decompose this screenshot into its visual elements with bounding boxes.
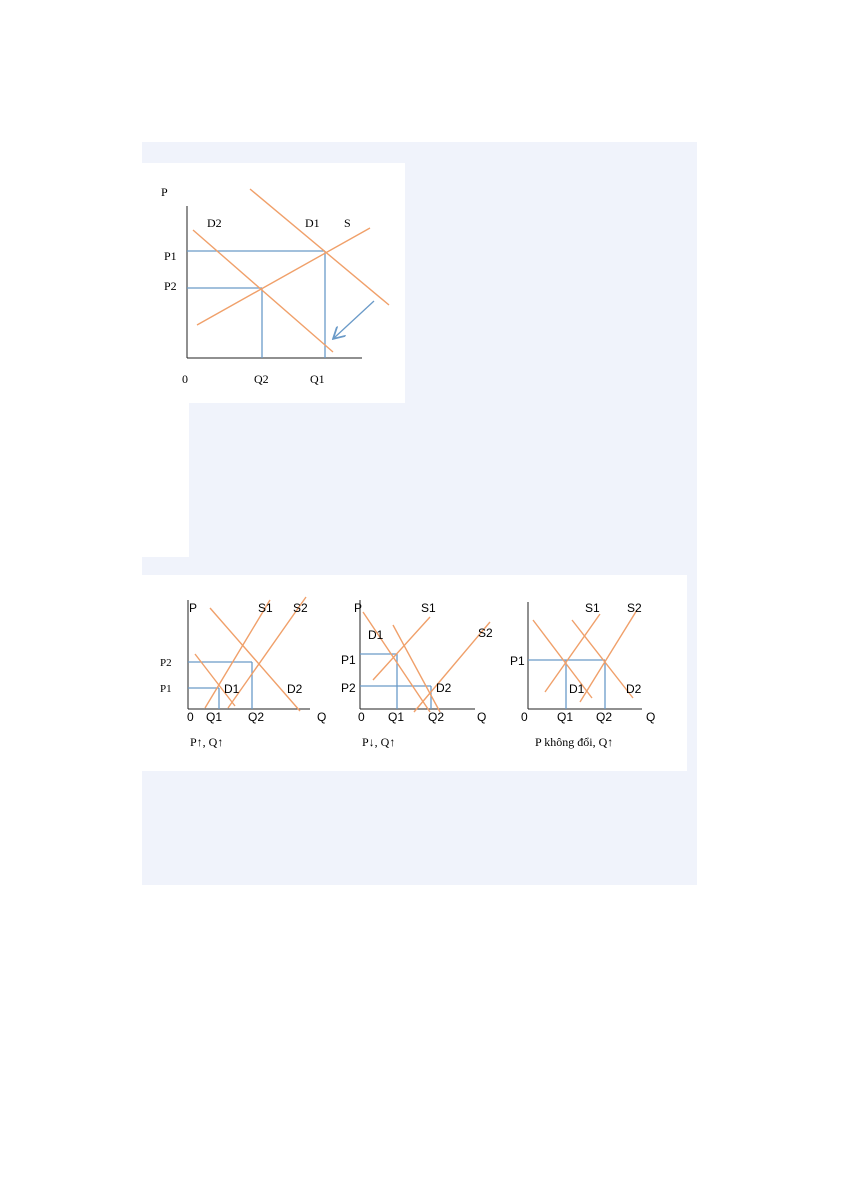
c-p1-label: P1 [510,654,525,668]
b-s2-label: S2 [478,626,493,640]
a-d2-label: D2 [287,682,303,696]
top-q2-label: Q2 [254,372,269,386]
a-s2-label: S2 [293,601,308,615]
top-demand-d2 [193,230,333,352]
a-caption: P↑, Q↑ [190,735,224,749]
c-q1-label: Q1 [557,710,574,724]
top-d1-label: D1 [305,216,320,230]
b-q2-label: Q2 [428,710,445,724]
a-p2-label: P2 [160,657,172,669]
top-diagram [161,185,389,386]
top-p2-label: P2 [164,279,177,293]
b-origin-label: 0 [358,710,365,724]
a-origin-label: 0 [187,710,194,724]
c-axis-q-label: Q [646,710,656,724]
c-d2-label: D2 [626,682,642,696]
b-s1-label: S1 [421,601,436,615]
c-s1-label: S1 [585,601,600,615]
top-s-label: S [344,216,351,230]
diagram-b [341,600,493,749]
c-caption: P không đổi, Q↑ [535,735,614,749]
top-p1-label: P1 [164,249,177,263]
c-supply-s1 [545,614,600,692]
a-q1-label: Q1 [206,710,223,724]
a-p1-label: P1 [160,683,172,695]
top-origin-label: 0 [182,372,188,386]
a-axis-q-label: Q [317,710,327,724]
a-d1-label: D1 [224,682,240,696]
b-q1-label: Q1 [388,710,405,724]
b-p1-label: P1 [341,653,356,667]
c-s2-label: S2 [627,601,642,615]
a-q2-label: Q2 [248,710,265,724]
top-supply-curve [197,228,370,325]
a-s1-label: S1 [258,601,273,615]
c-origin-label: 0 [521,710,528,724]
b-d1-label: D1 [368,628,384,642]
b-axis-q-label: Q [477,710,487,724]
diagram-a [160,597,326,749]
shift-arrow-icon [334,301,374,338]
a-axis-p-label: P [189,601,198,615]
b-caption: P↓, Q↑ [362,735,396,749]
top-demand-d1 [250,189,389,305]
b-d2-label: D2 [436,681,452,695]
b-axis-p-label: P [354,601,363,615]
diagram-c [510,601,655,749]
top-q1-label: Q1 [310,372,325,386]
top-axis-p-label: P [161,185,168,199]
b-p2-label: P2 [341,681,356,695]
c-d1-label: D1 [569,682,585,696]
c-q2-label: Q2 [596,710,613,724]
top-d2-label: D2 [207,216,222,230]
